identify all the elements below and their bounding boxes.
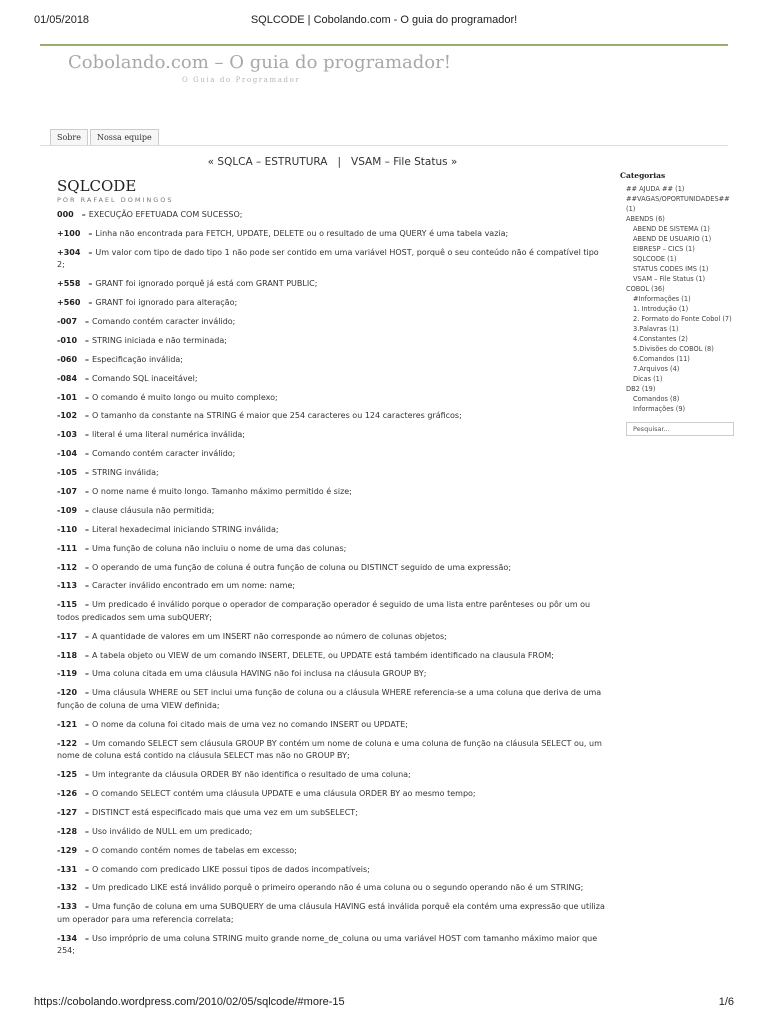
sqlcode-value: -133 <box>57 902 78 912</box>
sqlcode-dash: – <box>85 449 90 459</box>
sqlcode-value: -111 <box>57 543 78 553</box>
sqlcode-value: -121 <box>57 719 78 729</box>
category-item[interactable]: SQLCODE (1) <box>633 255 677 263</box>
sqlcode-entry <box>57 788 605 801</box>
sqlcode-dash: – <box>85 807 90 817</box>
sqlcode-description: O nome da coluna foi citado mais de uma vez no comando INSERT ou UPDATE; <box>92 719 408 729</box>
sqlcode-dash: – <box>85 669 90 679</box>
sqlcode-value: -118 <box>57 650 78 660</box>
sqlcode-description: STRING inválida; <box>92 468 159 478</box>
sqlcode-description: literal é uma literal numérica inválida; <box>92 430 245 440</box>
sqlcode-dash: – <box>85 505 90 515</box>
category-item[interactable]: EIBRESP – CICS (1) <box>633 245 695 253</box>
sqlcode-description: Comando contém caracter inválido; <box>92 449 236 459</box>
sqlcode-entry <box>57 373 605 386</box>
print-footer <box>34 996 734 1012</box>
sqlcode-description: Comando contém caracter inválido; <box>92 316 236 326</box>
sqlcode-description: Uma cláusula WHERE ou SET inclui uma função de coluna ou a cláusula WHERE referencia-se a uma coluna que deriva de uma função de coluna de uma VIEW definida; <box>57 688 602 710</box>
tab-sobre[interactable]: Sobre <box>50 129 88 145</box>
category-item[interactable]: 6.Comandos (11) <box>633 355 690 363</box>
category-item[interactable]: ## AJUDA ## (1) <box>626 185 685 193</box>
sqlcode-value: -134 <box>57 933 78 943</box>
category-item[interactable]: #Informações (1) <box>633 295 691 303</box>
sqlcode-entry <box>57 631 605 644</box>
sqlcode-value: +560 <box>57 298 81 308</box>
sqlcode-description: A quantidade de valores em um INSERT não corresponde ao número de colunas objetos; <box>92 631 447 641</box>
sqlcode-value: -010 <box>57 335 78 345</box>
sqlcode-dash: – <box>85 719 90 729</box>
sqlcode-value: -125 <box>57 770 78 780</box>
sqlcode-entry <box>57 864 605 877</box>
sqlcode-dash: – <box>88 279 93 289</box>
sqlcode-description: O comando é muito longo ou muito complexo; <box>92 392 278 402</box>
sqlcode-value: -112 <box>57 562 78 572</box>
sqlcode-value: -126 <box>57 788 78 798</box>
sqlcode-value: -107 <box>57 486 78 496</box>
category-item[interactable]: 5.Divisões do COBOL (8) <box>633 345 714 353</box>
sqlcode-description: DISTINCT está especificado mais que uma vez em um subSELECT; <box>92 807 358 817</box>
sqlcode-dash: – <box>85 486 90 496</box>
sqlcode-entry <box>57 335 605 348</box>
sqlcode-description: A tabela objeto ou VIEW de um comando INSERT, DELETE, ou UPDATE está também identificado na clausula FROM; <box>92 650 554 660</box>
sqlcode-dash: – <box>85 411 90 421</box>
sqlcode-dash: – <box>88 247 93 257</box>
sqlcode-entry <box>57 687 605 712</box>
sqlcode-description: Caracter inválido encontrado em um nome: name; <box>92 581 296 591</box>
category-item[interactable]: Comandos (8) <box>633 395 680 403</box>
sqlcode-dash: – <box>85 902 90 912</box>
sqlcode-dash: – <box>85 631 90 641</box>
sqlcode-value: -102 <box>57 411 78 421</box>
category-item[interactable]: 2. Formato do Fonte Cobol (7) <box>633 315 732 323</box>
sqlcode-value: -120 <box>57 688 78 698</box>
sqlcode-entry <box>57 278 605 291</box>
sqlcode-value: -110 <box>57 524 78 534</box>
sqlcode-dash: – <box>85 933 90 943</box>
sqlcode-value: -131 <box>57 864 78 874</box>
sqlcode-description: O comando contém nomes de tabelas em excesso; <box>92 845 297 855</box>
category-list <box>620 184 740 414</box>
sqlcode-value: +304 <box>57 247 81 257</box>
tabs-divider <box>40 145 728 146</box>
category-item[interactable]: ABENDS (6) <box>626 215 665 223</box>
previous-post-link[interactable]: « SQLCA – ESTRUTURA <box>207 156 328 168</box>
sqlcode-entry <box>57 505 605 518</box>
sqlcode-value: -084 <box>57 373 78 383</box>
sqlcode-dash: – <box>88 298 93 308</box>
sqlcode-description: clause cláusula não permitida; <box>92 505 215 515</box>
print-page-number: 1/6 <box>718 996 734 1008</box>
sqlcode-description: EXECUÇÃO EFETUADA COM SUCESSO; <box>88 210 243 219</box>
sqlcode-dash: – <box>85 581 90 591</box>
sqlcode-description: Um comando SELECT sem cláusula GROUP BY contém um nome de coluna e uma coluna de função na cláusula SELECT ou, um nome de coluna está contido na cláusula SELECT mas não no GROUP BY; <box>57 738 602 761</box>
sqlcode-value: 000 <box>57 210 74 219</box>
category-item[interactable]: ##VAGAS/OPORTUNIDADES## (1) <box>626 195 730 213</box>
search-input[interactable]: Pesquisar... <box>626 422 734 436</box>
sqlcode-dash: – <box>85 335 90 345</box>
sqlcode-value: -007 <box>57 316 78 326</box>
sqlcode-entry <box>57 807 605 820</box>
sqlcode-entry <box>57 845 605 858</box>
print-header <box>34 14 734 30</box>
sqlcode-dash: – <box>85 883 90 893</box>
sqlcode-description: Um predicado é inválido porque o operador de comparação operador é seguido de uma lista entre parênteses ou pôr um ou todos predicados sem uma subQUERY; <box>57 600 591 622</box>
sqlcode-description: GRANT foi ignorado porquê já está com GRANT PUBLIC; <box>95 279 318 289</box>
print-document-title: SQLCODE | Cobolando.com - O guia do programador! <box>250 14 518 26</box>
site-tagline: O Guia do Programador <box>182 76 301 84</box>
sqlcode-dash: – <box>85 688 90 698</box>
sqlcode-value: -117 <box>57 631 78 641</box>
sqlcode-value: -115 <box>57 600 78 610</box>
sqlcode-description: O operando de uma função de coluna é outra função de coluna ou DISTINCT seguido de uma expressão; <box>92 562 512 572</box>
sqlcode-entry <box>57 769 605 782</box>
category-item[interactable]: Informações (9) <box>633 405 686 413</box>
sqlcode-dash: – <box>85 864 90 874</box>
sqlcode-description: O tamanho da constante na STRING é maior que 254 caracteres ou 124 caracteres gráficos; <box>92 411 462 421</box>
sidebar-heading: Categorias <box>620 171 666 180</box>
sqlcode-description: Uma coluna citada em uma cláusula HAVING não foi inclusa na cláusula GROUP BY; <box>92 669 427 679</box>
sqlcode-dash: – <box>85 392 90 402</box>
sqlcode-description: Uso impróprio de uma coluna STRING muito grande nome_de_coluna ou uma variável HOST com tamanho máximo maior que 254; <box>57 933 598 956</box>
sqlcode-entry <box>57 650 605 663</box>
sqlcode-value: -060 <box>57 354 78 364</box>
print-date: 01/05/2018 <box>34 14 90 26</box>
tab-nossa-equipe[interactable]: Nossa equipe <box>90 129 159 145</box>
nav-tabs <box>50 129 159 145</box>
sqlcode-dash: – <box>85 562 90 572</box>
sqlcode-entry <box>57 599 605 624</box>
sqlcode-dash: – <box>85 468 90 478</box>
sidebar <box>620 171 740 436</box>
site-title[interactable]: Cobolando.com – O guia do programador! <box>68 52 451 73</box>
sqlcode-entry <box>57 901 605 926</box>
sqlcode-entry <box>57 467 605 480</box>
sqlcode-dash: – <box>81 210 86 219</box>
sqlcode-entry <box>57 933 605 958</box>
sqlcode-dash: – <box>85 770 90 780</box>
sqlcode-entry <box>57 738 605 763</box>
sqlcode-entry <box>57 543 605 556</box>
category-item[interactable]: ABEND DE SISTEMA (1) <box>633 225 710 233</box>
sqlcode-entry <box>57 486 605 499</box>
sqlcode-dash: – <box>85 600 90 610</box>
sqlcode-value: +558 <box>57 279 81 289</box>
sqlcode-entry <box>57 719 605 732</box>
header-divider <box>40 44 728 46</box>
sqlcode-dash: – <box>85 373 90 383</box>
sqlcode-value: -113 <box>57 581 78 591</box>
sqlcode-dash: – <box>85 524 90 534</box>
sqlcode-description: Especificação inválida; <box>92 354 184 364</box>
sqlcode-entry <box>57 580 605 593</box>
sqlcode-value: -128 <box>57 826 78 836</box>
print-url: https://cobolando.wordpress.com/2010/02/05/sqlcode/#more-15 <box>34 996 345 1008</box>
sqlcode-dash: – <box>85 543 90 553</box>
post-navigation <box>60 156 605 168</box>
sqlcode-dash: – <box>85 354 90 364</box>
sqlcode-entry <box>57 882 605 895</box>
category-item[interactable]: COBOL (36) <box>626 285 665 293</box>
category-item[interactable]: ABEND DE USUARIO (1) <box>633 235 712 243</box>
sqlcode-dash: – <box>85 738 90 748</box>
sqlcode-description: Uma função de coluna não incluiu o nome de uma das colunas; <box>92 543 347 553</box>
sqlcode-entry <box>57 826 605 839</box>
sqlcode-entry <box>57 297 605 310</box>
sqlcode-entry <box>57 392 605 405</box>
sqlcode-entry <box>57 247 605 272</box>
sqlcode-entry <box>57 524 605 537</box>
sqlcode-value: -122 <box>57 738 78 748</box>
sqlcode-description: O nome name é muito longo. Tamanho máximo permitido é size; <box>92 486 352 496</box>
sqlcode-value: -105 <box>57 468 78 478</box>
sqlcode-dash: – <box>85 430 90 440</box>
category-item[interactable]: 7.Arquivos (4) <box>633 365 680 373</box>
sqlcode-value: +100 <box>57 228 81 238</box>
sqlcode-entry <box>57 668 605 681</box>
sqlcode-dash: – <box>85 826 90 836</box>
sqlcode-entry <box>57 448 605 461</box>
sqlcode-entry <box>57 209 605 222</box>
next-post-link[interactable]: VSAM – File Status » <box>351 156 458 168</box>
post-title: SQLCODE <box>57 177 137 195</box>
sqlcode-value: -103 <box>57 430 78 440</box>
category-item[interactable]: DB2 (19) <box>626 385 656 393</box>
sqlcode-dash: – <box>85 845 90 855</box>
sqlcode-description: O comando com predicado LIKE possui tipos de dados incompatíveis; <box>92 864 370 874</box>
sqlcode-entry <box>57 429 605 442</box>
sqlcode-entry <box>57 316 605 329</box>
sqlcode-value: -119 <box>57 669 78 679</box>
sqlcode-dash: – <box>85 316 90 326</box>
sqlcode-description: Um valor com tipo de dado tipo 1 não pode ser contido em uma variável HOST, porquê o seu conteúdo não é compatível tipo 2; <box>57 247 599 270</box>
sqlcode-value: -129 <box>57 845 78 855</box>
sqlcode-value: -104 <box>57 449 78 459</box>
sqlcode-dash: – <box>85 650 90 660</box>
sqlcode-entry <box>57 562 605 575</box>
sqlcode-description: GRANT foi ignorado para alteração; <box>95 298 238 308</box>
sqlcode-entry <box>57 228 605 241</box>
category-item[interactable]: STATUS CODES IMS (1) <box>633 265 709 273</box>
post-byline: POR RAFAEL DOMINGOS <box>57 196 174 204</box>
sqlcode-dash: – <box>88 228 93 238</box>
sqlcode-description: Literal hexadecimal iniciando STRING inválida; <box>92 524 279 534</box>
sqlcode-value: -132 <box>57 883 78 893</box>
category-item[interactable]: Dicas (1) <box>633 375 663 383</box>
category-item[interactable]: 3.Palavras (1) <box>633 325 679 333</box>
sqlcode-entry <box>57 410 605 423</box>
sqlcode-description: Um integrante da cláusula ORDER BY não identifica o resultado de uma coluna; <box>92 770 411 780</box>
sqlcode-description: Comando SQL inaceitável; <box>92 373 198 383</box>
category-item[interactable]: VSAM – File Status (1) <box>633 275 706 283</box>
sqlcode-list <box>57 209 605 964</box>
category-item[interactable]: 4.Constantes (2) <box>633 335 688 343</box>
category-item[interactable]: 1. Introdução (1) <box>633 305 689 313</box>
post-nav-separator: | <box>337 156 342 168</box>
sqlcode-description: O comando SELECT contém uma cláusula UPDATE e uma cláusula ORDER BY ao mesmo tempo; <box>92 788 476 798</box>
sqlcode-description: Uso inválido de NULL em um predicado; <box>92 826 253 836</box>
sqlcode-value: -127 <box>57 807 78 817</box>
sqlcode-dash: – <box>85 788 90 798</box>
sqlcode-description: Uma função de coluna em uma SUBQUERY de uma cláusula HAVING está inválida porquê ela contém uma expressão que utiliza um operador para uma referencia correlata; <box>57 902 605 924</box>
sqlcode-description: Um predicado LIKE está inválido porquê o primeiro operando não é uma coluna ou o segundo operando não é um STRING; <box>92 883 584 893</box>
sqlcode-description: Linha não encontrada para FETCH, UPDATE, DELETE ou o resultado de uma QUERY é uma tabela vazia; <box>95 228 509 238</box>
sqlcode-value: -109 <box>57 505 78 515</box>
sqlcode-value: -101 <box>57 392 78 402</box>
sqlcode-description: STRING iniciada e não terminada; <box>92 335 227 345</box>
sqlcode-entry <box>57 354 605 367</box>
